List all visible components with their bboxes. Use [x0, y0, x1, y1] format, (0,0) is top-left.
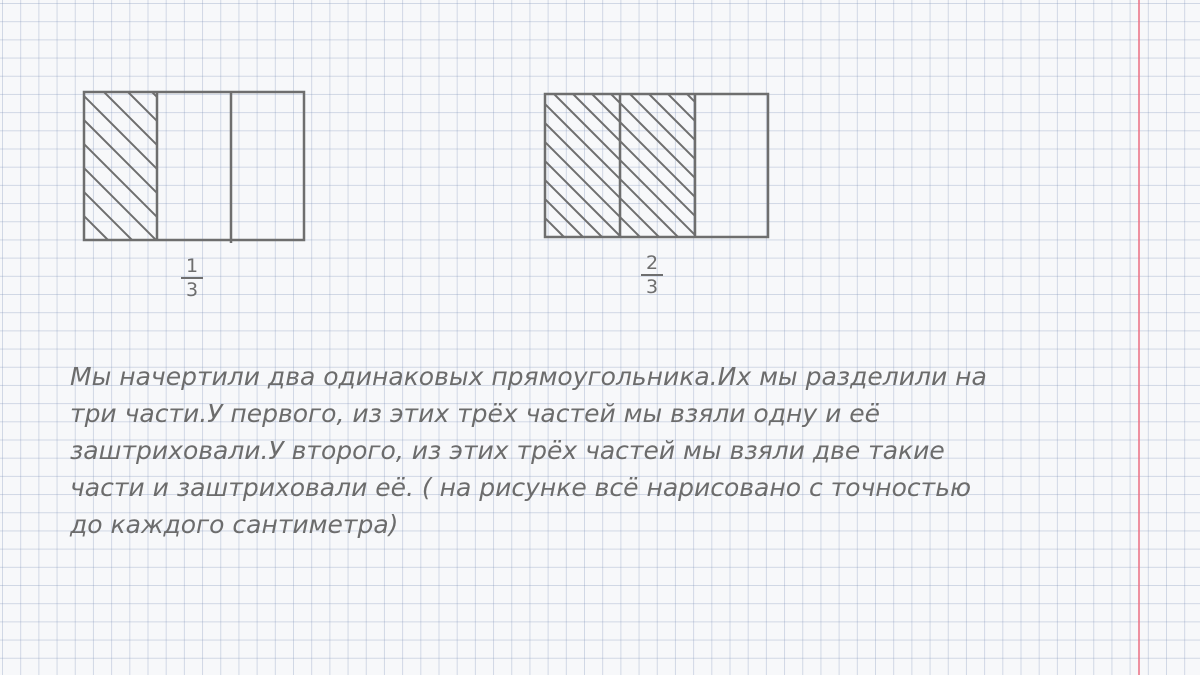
hatch-line — [478, 94, 621, 237]
rectangle-one-third — [0, 92, 304, 243]
hatch-line — [516, 94, 659, 237]
hatch-line — [535, 94, 678, 237]
hatch-line — [440, 94, 583, 237]
fraction-numerator: 1 — [185, 255, 199, 277]
hatch-line — [402, 94, 545, 237]
hatching-one-part — [0, 92, 300, 240]
fraction-denominator: 3 — [645, 276, 659, 298]
hatch-line — [668, 94, 811, 237]
fraction-denominator: 3 — [185, 279, 199, 301]
hatch-line — [554, 94, 697, 237]
fraction-label-two-thirds — [632, 253, 672, 297]
fraction-label-one-third — [172, 256, 212, 300]
rectangle-two-thirds — [402, 94, 830, 237]
hatch-line — [128, 92, 276, 240]
rectangle-outline — [84, 92, 304, 240]
hatch-line — [56, 92, 204, 240]
hatch-line — [497, 94, 640, 237]
hatch-line — [152, 92, 300, 240]
hatch-line — [459, 94, 602, 237]
hatch-line — [592, 94, 735, 237]
hatch-line — [630, 94, 773, 237]
hatch-line — [80, 92, 228, 240]
hatch-line — [0, 92, 108, 240]
hatch-line — [687, 94, 830, 237]
description-text: Мы начертили два одинаковых прямоугольника.Их мы разделили на три части.У первого, из этих трёх частей мы взяли одну и её заштриховали.У второго, из этих трёх частей мы взяли две такие части и заштриховали её. ( на рисунке всё нарисовано с точностью до каждого сантиметра) — [70, 362, 987, 539]
fraction-numerator: 2 — [645, 252, 659, 274]
hatch-line — [611, 94, 754, 237]
hatch-line — [421, 94, 564, 237]
hatch-line — [649, 94, 792, 237]
hatch-line — [0, 92, 132, 240]
hatch-line — [0, 92, 84, 240]
hatch-line — [8, 92, 156, 240]
hatching-two-parts — [402, 94, 830, 237]
